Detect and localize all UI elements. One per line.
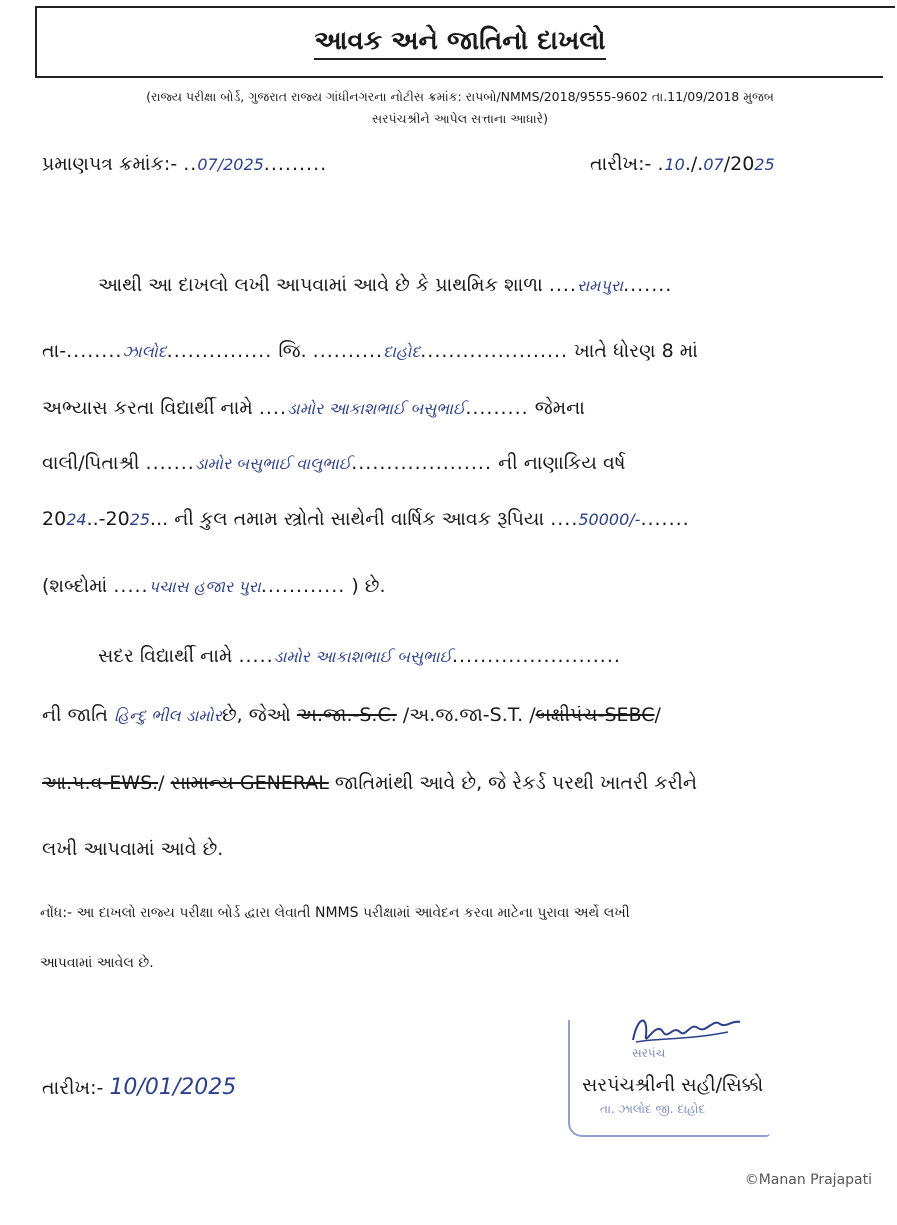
signature-area [560, 1010, 810, 1135]
certificate-number-row: પ્રમાણપત્ર ક્રમાંક:- ..07/2025......... [42, 153, 328, 175]
caste-value: હિન્દુ ભીલ ડામોર [114, 706, 222, 725]
category-sebc: બક્ષીપંચ-SEBC [535, 704, 655, 726]
district-label: જિ. [278, 340, 307, 362]
para1-line6: (શબ્દોમાં .....પચાસ હજાર પુરા............ ) છે. [42, 575, 386, 597]
student-prefix: અભ્યાસ કરતા વિદ્યાર્થી નામે [42, 397, 253, 419]
para1-line3: અભ્યાસ કરતા વિદ્યાર્થી નામે ....ડામોર આકાશભાઈ બસુભાઈ......... જેમના [42, 397, 585, 419]
fy-label: ની નાણાકિય વર્ષ [498, 452, 626, 474]
date-year-suffix: 25 [754, 155, 775, 174]
income-text: ની કુલ તમામ સ્ત્રોતો સાથેની વાર્ષિક આવક રૂપિયા [174, 508, 545, 530]
footer-date-row [42, 1075, 236, 1100]
category-ews: આ.પ.વ-EWS. [42, 772, 159, 794]
para2-line2 [42, 704, 661, 726]
cert-number: 07/2025 [197, 155, 264, 174]
category-st: /અ.જ.જા-S.T. / [402, 704, 536, 726]
para2-line1: સદર વિદ્યાર્થી નામે .....ડામોર આકાશભાઈ બસુભાઈ........................ [98, 645, 621, 667]
copyright: ©Manan Prajapati [744, 1172, 872, 1188]
category-sc: અ.જા.-S.C. [296, 704, 397, 726]
date-year-prefix: 20 [730, 153, 755, 175]
category-tail: જાતિમાંથી આવે છે, જે રેકર્ડ પરથી ખાતરી કરીને [334, 772, 698, 794]
subtitle-line-2: સરપંચશ્રીને આપેલ સત્તાના આધારે) [371, 111, 549, 126]
para1-line5: 2024..-2025... ની કુલ તમામ સ્ત્રોતો સાથેની વાર્ષિક આવક રૂપિયા ....50000/-....... [42, 508, 690, 530]
category-slash-2: / [158, 772, 165, 794]
date-label: તારીખ:- [590, 153, 652, 175]
para1-line2: તા-........ઝાલોદ............... જિ. ..........દાહોદ..................... ખાતે ધોરણ 8 માં [42, 340, 698, 362]
date-day: 10 [664, 155, 685, 174]
stamp-line-2: તા. ઝાલોદ જી. દાહોદ [600, 1102, 706, 1116]
date-row: તારીખ:- .10./.07/2025 [590, 153, 775, 175]
para2-prefix: સદર વિદ્યાર્થી નામે [98, 645, 233, 667]
guardian-name: ડામોર બસુભાઈ વાલુભાઈ [194, 454, 352, 473]
sign-label: સરપંચશ્રીની સહી/સિક્કો [582, 1074, 764, 1096]
std-text: ખાતે ધોરણ 8 માં [574, 340, 698, 362]
closing-line: લખી આપવામાં આવે છે. [42, 838, 224, 860]
words-suffix: ) છે. [351, 575, 386, 597]
district-value: દાહોદ [383, 342, 421, 361]
fy-start: 24 [66, 510, 87, 529]
signature-icon [628, 1010, 748, 1055]
note-line-2: આપવામાં આવેલ છે. [40, 955, 154, 971]
cert-label: પ્રમાણપત્ર ક્રમાંક:- [42, 153, 178, 175]
income-amount: 50000/- [578, 510, 641, 529]
fy-start-prefix: 20 [42, 508, 67, 530]
category-slash: / [654, 704, 661, 726]
footer-date: 10/01/2025 [109, 1075, 237, 1100]
footer-date-label: તારીખ:- [42, 1077, 104, 1099]
words-label: (શબ્દોમાં [42, 575, 108, 597]
school-name: રામપુરા [576, 276, 624, 295]
para1-line1: આથી આ દાખલો લખી આપવામાં આવે છે કે પ્રાથમિક શાળા ....રામપુરા....... [98, 274, 673, 296]
para1-line4: વાલી/પિતાશ્રી .......ડામોર બસુભાઈ વાલુભાઈ.................... ની નાણાકિય વર્ષ [42, 452, 626, 474]
caste-mid: છે, જેઓ [221, 704, 291, 726]
student-suffix: જેમના [534, 397, 585, 419]
taluka-label: તા- [42, 340, 67, 362]
fy-sep: -20 [98, 508, 130, 530]
para2-name: ડામોર આકાશભાઈ બસુભાઈ [273, 647, 452, 666]
title-box [35, 6, 883, 78]
subtitle [55, 86, 865, 130]
category-general: સામાન્ય GENERAL [170, 772, 329, 794]
para1-text: આથી આ દાખલો લખી આપવામાં આવે છે કે પ્રાથમિક શાળા [98, 274, 543, 296]
taluka-value: ઝાલોદ [122, 342, 167, 361]
para2-line3 [42, 772, 697, 794]
title-text: આવક અને જાતિનો દાખલો [314, 26, 605, 60]
student-name: ડામોર આકાશભાઈ બસુભાઈ [287, 399, 466, 418]
guardian-label: વાલી/પિતાશ્રી [42, 452, 140, 474]
stamp-line-1: સરપંચ [632, 1046, 666, 1060]
caste-label: ની જાતિ [42, 704, 109, 726]
date-month: 07 [703, 155, 724, 174]
income-words: પચાસ હજાર પુરા [148, 577, 261, 596]
subtitle-line-1: (રાજ્ય પરીક્ષા બોર્ડ, ગુજરાત રાજ્ય ગાંધીનગરના નોટીસ ક્રમાંક: રાપબો/NMMS/2018/9555-9602 તા.11/09/2018 મુજબ [146, 89, 774, 104]
note-line-1: નોંધ:- આ દાખલો રાજ્ય પરીક્ષા બોર્ડ દ્વારા લેવાતી NMMS પરીક્ષામાં આવેદન કરવા માટેના પુરાવા અર્થે લખી [40, 905, 630, 921]
fy-end: 25 [129, 510, 151, 529]
document-title [37, 26, 883, 57]
